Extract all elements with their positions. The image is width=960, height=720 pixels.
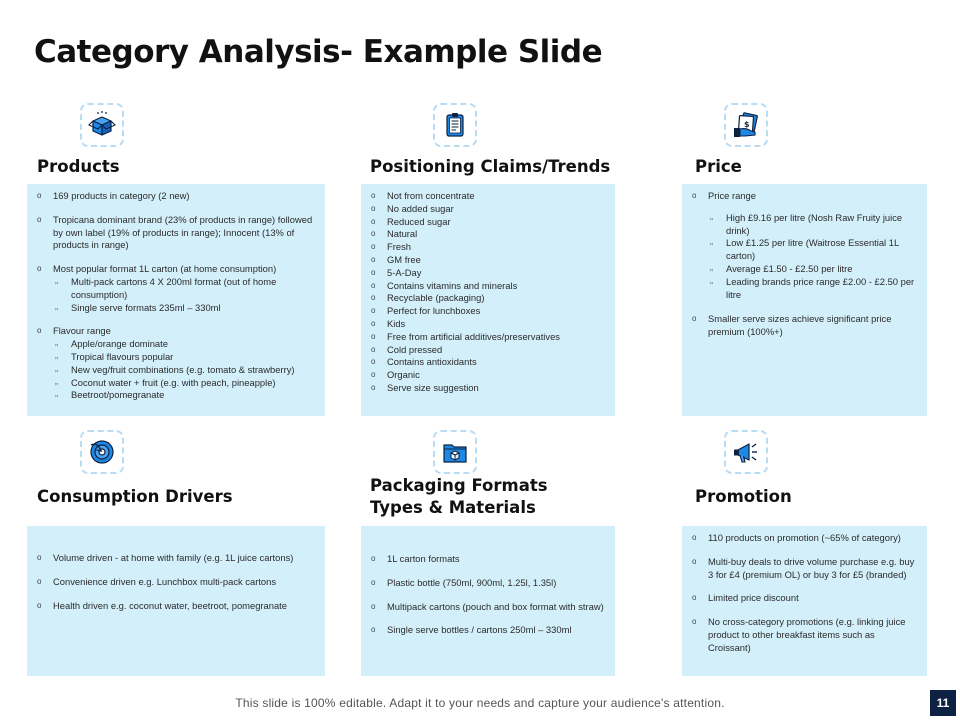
sub-list-item: „ Tropical flavours popular xyxy=(35,351,315,364)
list-item: o Not from concentrate xyxy=(369,190,605,203)
money-hand-icon xyxy=(724,103,768,147)
sub-list-item: „ New veg/fruit combinations (e.g. tomato & strawberry) xyxy=(35,364,315,377)
list-item: o Tropicana dominant brand (23% of products in range) followed by own label (19% of products in range); Innocent (13% of products in range) xyxy=(35,214,315,252)
positioning-heading: Positioning Claims/Trends xyxy=(370,157,611,176)
packaging-heading-line2: Types & Materials xyxy=(370,498,536,517)
list-item: o Most popular format 1L carton (at home consumption) xyxy=(35,263,315,276)
packaging-heading-line1: Packaging Formats xyxy=(370,476,548,495)
products-heading: Products xyxy=(37,157,120,176)
footer-note: This slide is 100% editable. Adapt it to your needs and capture your audience's attention. xyxy=(235,696,725,710)
list-item: o Limited price discount xyxy=(690,592,917,605)
sub-list-item: „ Leading brands price range £2.00 - £2.50 per litre xyxy=(690,276,917,302)
megaphone-icon xyxy=(724,430,768,474)
packaging-heading xyxy=(370,475,548,519)
list-item: o Organic xyxy=(369,369,605,382)
sub-list-item: „ Coconut water + fruit (e.g. with peach, pineapple) xyxy=(35,377,315,390)
sub-list-item: „ Average £1.50 - £2.50 per litre xyxy=(690,263,917,276)
sub-list-item: „ Apple/orange dominate xyxy=(35,338,315,351)
bullet-list xyxy=(35,552,315,612)
list-item: o No cross-category promotions (e.g. linking juice product to other breakfast items such as Croissant) xyxy=(690,616,917,654)
list-item: o Natural xyxy=(369,228,605,241)
sub-list-item: „ High £9.16 per litre (Nosh Raw Fruity juice drink) xyxy=(690,212,917,238)
sub-list-item: „ Low £1.25 per litre (Waitrose Essential 1L carton) xyxy=(690,237,917,263)
list-item: o GM free xyxy=(369,254,605,267)
list-item: o Plastic bottle (750ml, 900ml, 1.25l, 1.35l) xyxy=(369,577,605,590)
list-item: o Contains antioxidants xyxy=(369,356,605,369)
promotion-heading: Promotion xyxy=(695,487,792,506)
list-item: o 1L carton formats xyxy=(369,553,605,566)
bullet-list xyxy=(35,190,315,402)
list-item: o Free from artificial additives/preservatives xyxy=(369,331,605,344)
bullet-list xyxy=(369,553,605,637)
consumption-panel xyxy=(27,526,325,676)
list-item: o Reduced sugar xyxy=(369,216,605,229)
list-item: o Flavour range xyxy=(35,325,315,338)
list-item: o Single serve bottles / cartons 250ml – 330ml xyxy=(369,624,605,637)
folder-box-icon xyxy=(433,430,477,474)
list-item: o Perfect for lunchboxes xyxy=(369,305,605,318)
product-box-icon xyxy=(80,103,124,147)
list-item: o Serve size suggestion xyxy=(369,382,605,395)
list-item: o Multi-buy deals to drive volume purchase e.g. buy 3 for £4 (premium OL) or buy 3 for £5 (branded) xyxy=(690,556,917,582)
products-panel xyxy=(27,184,325,416)
list-item: o Price range xyxy=(690,190,917,203)
list-item: o Recyclable (packaging) xyxy=(369,292,605,305)
bullet-list xyxy=(690,190,917,339)
list-item: o Cold pressed xyxy=(369,344,605,357)
target-arrow-icon xyxy=(80,430,124,474)
slide-title: Category Analysis- Example Slide xyxy=(34,34,603,70)
list-item: o 5-A-Day xyxy=(369,267,605,280)
list-item: o Smaller serve sizes achieve significant price premium (100%+) xyxy=(690,313,917,339)
list-item: o Convenience driven e.g. Lunchbox multi-pack cartons xyxy=(35,576,315,589)
promotion-panel xyxy=(682,526,927,676)
list-item: o Contains vitamins and minerals xyxy=(369,280,605,293)
clipboard-icon xyxy=(433,103,477,147)
sub-list-item: „ Single serve formats 235ml – 330ml xyxy=(35,302,315,315)
list-item: o Kids xyxy=(369,318,605,331)
positioning-panel xyxy=(361,184,615,416)
price-panel xyxy=(682,184,927,416)
list-item: o 169 products in category (2 new) xyxy=(35,190,315,203)
sub-list-item: „ Beetroot/pomegranate xyxy=(35,389,315,402)
page-number: 11 xyxy=(930,690,956,716)
price-heading: Price xyxy=(695,157,742,176)
bullet-list xyxy=(369,190,605,395)
list-item: o Multipack cartons (pouch and box format with straw) xyxy=(369,601,605,614)
sub-list-item: „ Multi-pack cartons 4 X 200ml format (out of home consumption) xyxy=(35,276,315,302)
bullet-list xyxy=(690,532,917,655)
list-item: o Volume driven - at home with family (e.g. 1L juice cartons) xyxy=(35,552,315,565)
packaging-panel xyxy=(361,526,615,676)
list-item: o 110 products on promotion (~65% of category) xyxy=(690,532,917,545)
list-item: o Fresh xyxy=(369,241,605,254)
list-item: o Health driven e.g. coconut water, beetroot, pomegranate xyxy=(35,600,315,613)
svg-text:$: $ xyxy=(744,120,750,129)
consumption-heading: Consumption Drivers xyxy=(37,487,233,506)
list-item: o No added sugar xyxy=(369,203,605,216)
